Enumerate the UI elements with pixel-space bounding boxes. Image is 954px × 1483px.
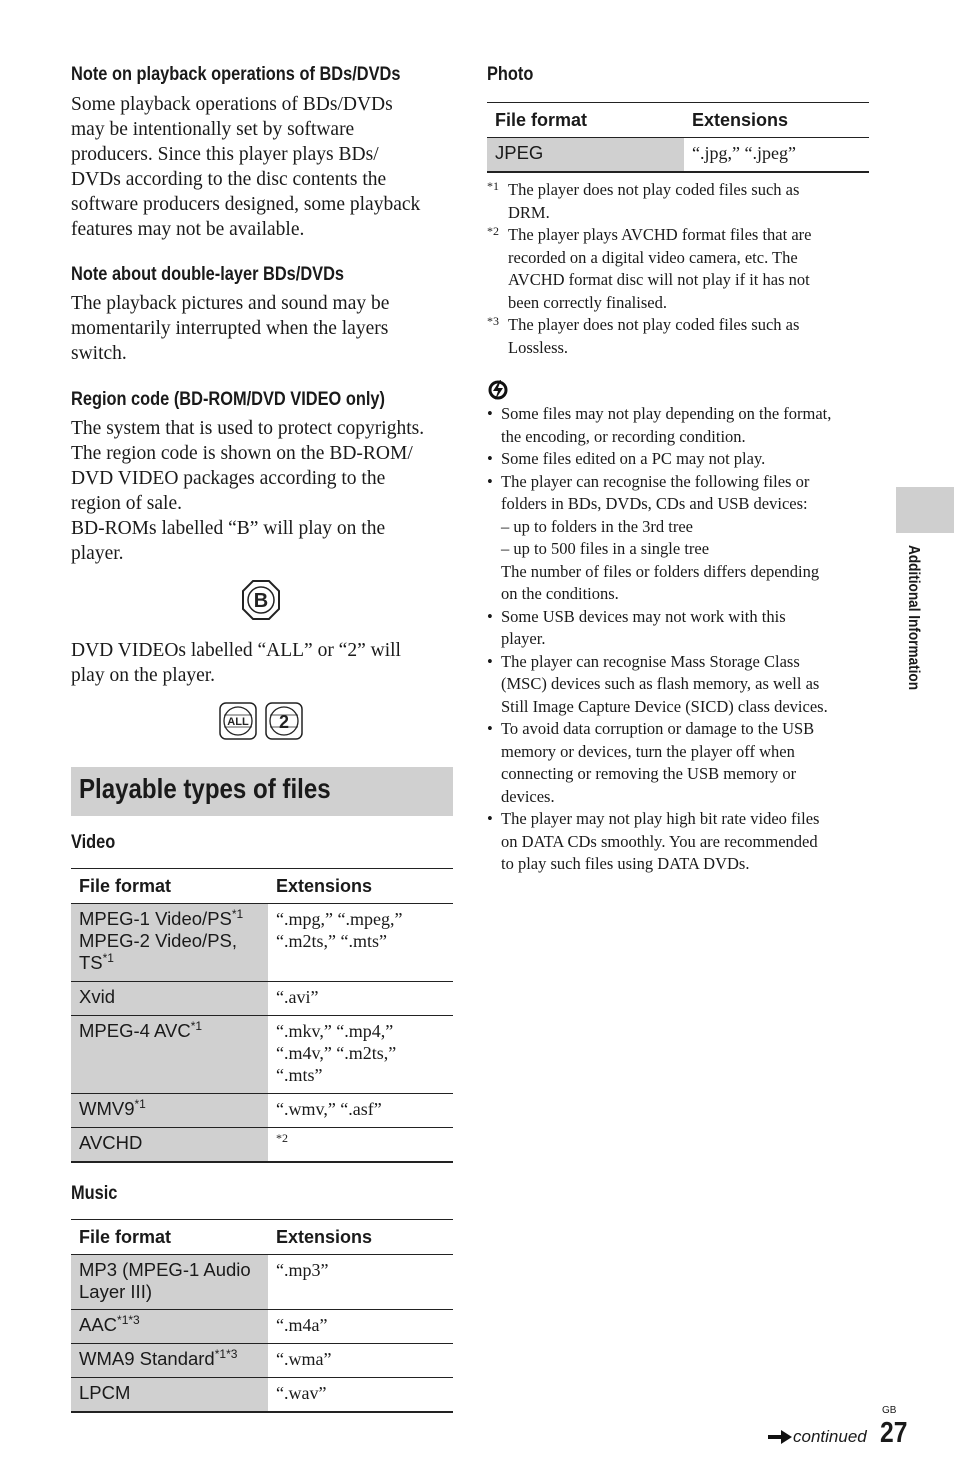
format-cell: [71, 982, 268, 1016]
text-line: been correctly finalised.: [508, 292, 667, 312]
format-text: JPEG: [495, 142, 544, 163]
region-all-text: ALL: [227, 716, 249, 728]
format-cell: [487, 138, 684, 172]
col-extensions: Extensions: [268, 1220, 453, 1255]
footnote-ref: *1: [134, 1096, 146, 1111]
ext-text: “.wma”: [276, 1349, 332, 1369]
notes-list: [487, 403, 877, 876]
text-line: The player does not play coded files such as: [508, 315, 800, 334]
text-line: features may not be available.: [71, 219, 305, 240]
text-line: BD-ROMs labelled “B” will play on the: [71, 518, 386, 539]
format-text: MPEG-1 Video/PS: [79, 908, 232, 929]
ext-text: “.m2ts,” “.mts”: [276, 931, 387, 951]
continued-arrow-icon: [768, 1430, 792, 1444]
photo-table: [487, 102, 869, 173]
footnotes: [487, 179, 872, 359]
format-cell: [71, 1094, 268, 1128]
col-extensions: Extensions: [268, 869, 453, 904]
music-table: [71, 1219, 453, 1413]
extensions-cell: [268, 1255, 453, 1310]
format-text: TS: [79, 952, 103, 973]
continued-label: continued: [793, 1427, 867, 1446]
table-row: [71, 1378, 453, 1412]
region-all-logo: [219, 702, 257, 740]
heading-photo: Photo: [487, 63, 534, 85]
extensions-cell: [268, 982, 453, 1016]
format-text: WMA9 Standard: [79, 1348, 215, 1369]
list-item: • Some files may not play depending on the format, the encoding, or recording condition.: [487, 403, 877, 448]
text-line: AVCHD format disc will not play if it has not: [508, 270, 810, 289]
text-line: DRM.: [508, 202, 550, 222]
text-line: The region code is shown on the BD-ROM/: [71, 443, 413, 464]
ext-text: “.wmv,” “.asf”: [276, 1099, 382, 1119]
region-code-text-2: [71, 638, 401, 688]
heading-music: Music: [71, 1182, 118, 1204]
list-item: • Some files edited on a PC may not play.: [487, 448, 877, 471]
region-code-label: GB: [882, 1405, 897, 1416]
heading-note-double-layer: Note about double-layer BDs/DVDs: [71, 263, 345, 285]
format-cell: [71, 1344, 268, 1378]
region-2-logo: [265, 702, 303, 740]
format-cell: [71, 1128, 268, 1162]
table-header-row: [487, 103, 869, 138]
footnote-mark: *3: [487, 314, 499, 328]
text-line: recorded on a digital video camera, etc. The: [508, 247, 798, 267]
table-row: [71, 1310, 453, 1344]
text-line: may be intentionally set by software: [71, 119, 355, 140]
text-line: Lossless.: [508, 337, 569, 357]
table-row: [71, 1344, 453, 1378]
format-text: MPEG-2 Video/PS,: [79, 930, 238, 951]
extensions-cell: [268, 1016, 453, 1094]
text-line: play on the player.: [71, 665, 216, 686]
side-tab-marker: [896, 487, 954, 533]
extensions-cell: [268, 1094, 453, 1128]
list-item: • The player can recognise Mass Storage Class (MSC) devices such as flash memory, as well as Still Image Capture Device (SICD) class devices.: [487, 651, 877, 719]
list-item: • To avoid data corruption or damage to the USB memory or devices, turn the player off when connecting or removing the USB memory or devices.: [487, 718, 877, 808]
footnote-ref: *1*3: [214, 1346, 238, 1361]
text-line: region of sale.: [71, 493, 183, 514]
text-line: producers. Since this player plays BDs/: [71, 144, 379, 165]
note-playback-text: [71, 92, 420, 242]
footnote: [487, 224, 872, 314]
ext-text: “.m4a”: [276, 1315, 328, 1335]
table-row: [71, 904, 453, 982]
table-row: [71, 982, 453, 1016]
extensions-cell: [268, 1128, 453, 1162]
heading-region-code: Region code (BD-ROM/DVD VIDEO only): [71, 388, 385, 410]
format-cell: [71, 1378, 268, 1412]
footnote-ref: *1: [190, 1018, 203, 1033]
format-text: Xvid: [79, 986, 115, 1007]
ext-text: “.jpg,” “.jpeg”: [692, 143, 796, 163]
extensions-cell: [268, 1378, 453, 1412]
col-file-format: File format: [71, 1220, 268, 1255]
col-extensions: Extensions: [684, 103, 869, 138]
footnote-mark: *1: [487, 179, 499, 193]
table-header-row: [71, 869, 453, 904]
footnote-ref: *1: [231, 906, 244, 921]
side-label-text: Additional Information: [905, 545, 922, 691]
heading-note-playback: Note on playback operations of BDs/DVDs: [71, 63, 401, 85]
table-row: [71, 1255, 453, 1310]
table-row: [487, 138, 869, 172]
extensions-cell: [268, 904, 453, 982]
col-file-format: File format: [71, 869, 268, 904]
footnote: [487, 179, 872, 224]
footnote: [487, 314, 872, 359]
text-line: The system that is used to protect copyrights.: [71, 418, 425, 439]
text-line: momentarily interrupted when the layers: [71, 318, 389, 339]
section-title: Playable types of files: [79, 773, 331, 804]
footnote-ref: *1*3: [117, 1312, 140, 1327]
format-cell: [71, 904, 268, 982]
region-b-letter: B: [253, 590, 269, 612]
table-header-row: [71, 1220, 453, 1255]
ext-text: “.mts”: [276, 1065, 323, 1085]
footnote-ref: *1: [102, 950, 114, 965]
region-b-logo: [241, 579, 281, 621]
text-line: The player does not play coded files such as: [508, 180, 800, 199]
text-line: DVDs according to the disc contents the: [71, 169, 387, 190]
format-text: LPCM: [79, 1382, 131, 1403]
ext-text: “.wav”: [276, 1383, 327, 1403]
ext-text: “.mp3”: [276, 1260, 329, 1280]
note-double-layer-text: [71, 291, 389, 366]
format-text: Layer III): [79, 1281, 152, 1302]
format-cell: [71, 1310, 268, 1344]
format-text: AVCHD: [79, 1132, 143, 1153]
format-text: MPEG-4 AVC: [79, 1020, 191, 1041]
note-icon: [487, 380, 509, 400]
table-row: [71, 1016, 453, 1094]
ext-text: “.mpg,” “.mpeg,”: [276, 909, 403, 929]
text-line: The player plays AVCHD format files that are: [508, 225, 812, 244]
section-banner: [71, 767, 453, 816]
ext-text: “.mkv,” “.mp4,”: [276, 1021, 394, 1041]
heading-video: Video: [71, 831, 116, 853]
text-line: The playback pictures and sound may be: [71, 293, 390, 314]
ext-text: “.avi”: [276, 987, 319, 1007]
format-text: MP3 (MPEG-1 Audio: [79, 1259, 251, 1280]
video-table: [71, 868, 453, 1163]
text-line: switch.: [71, 343, 127, 364]
list-item: • Some USB devices may not work with this player.: [487, 606, 877, 651]
text-line: software producers designed, some playback: [71, 194, 421, 215]
region-code-text: [71, 416, 424, 566]
list-item: • The player can recognise the following files or folders in BDs, DVDs, CDs and USB devices: – up to folders in the 3rd tree – up to 500 files in a single tree The number of files or folders differs depending on the conditions.: [487, 471, 877, 606]
table-row: [71, 1128, 453, 1162]
format-cell: [71, 1016, 268, 1094]
region-2-text: 2: [278, 712, 290, 732]
extensions-cell: [268, 1310, 453, 1344]
footnote-mark: *2: [487, 224, 499, 238]
footnote-ref: *2: [276, 1131, 288, 1145]
col-file-format: File format: [487, 103, 684, 138]
extensions-cell: [268, 1344, 453, 1378]
side-section-label: [902, 545, 922, 745]
list-item: • The player may not play high bit rate video files on DATA CDs smoothly. You are recommended to play such files using DATA DVDs.: [487, 808, 877, 876]
text-line: player.: [71, 543, 124, 564]
ext-text: “.m4v,” “.m2ts,”: [276, 1043, 397, 1063]
format-text: WMV9: [79, 1098, 135, 1119]
extensions-cell: [684, 138, 869, 172]
table-row: [71, 1094, 453, 1128]
page-number: 27: [880, 1417, 908, 1449]
text-line: Some playback operations of BDs/DVDs: [71, 94, 393, 115]
text-line: DVD VIDEO packages according to the: [71, 468, 386, 489]
text-line: DVD VIDEOs labelled “ALL” or “2” will: [71, 640, 401, 661]
format-cell: [71, 1255, 268, 1310]
format-text: AAC: [79, 1314, 118, 1335]
